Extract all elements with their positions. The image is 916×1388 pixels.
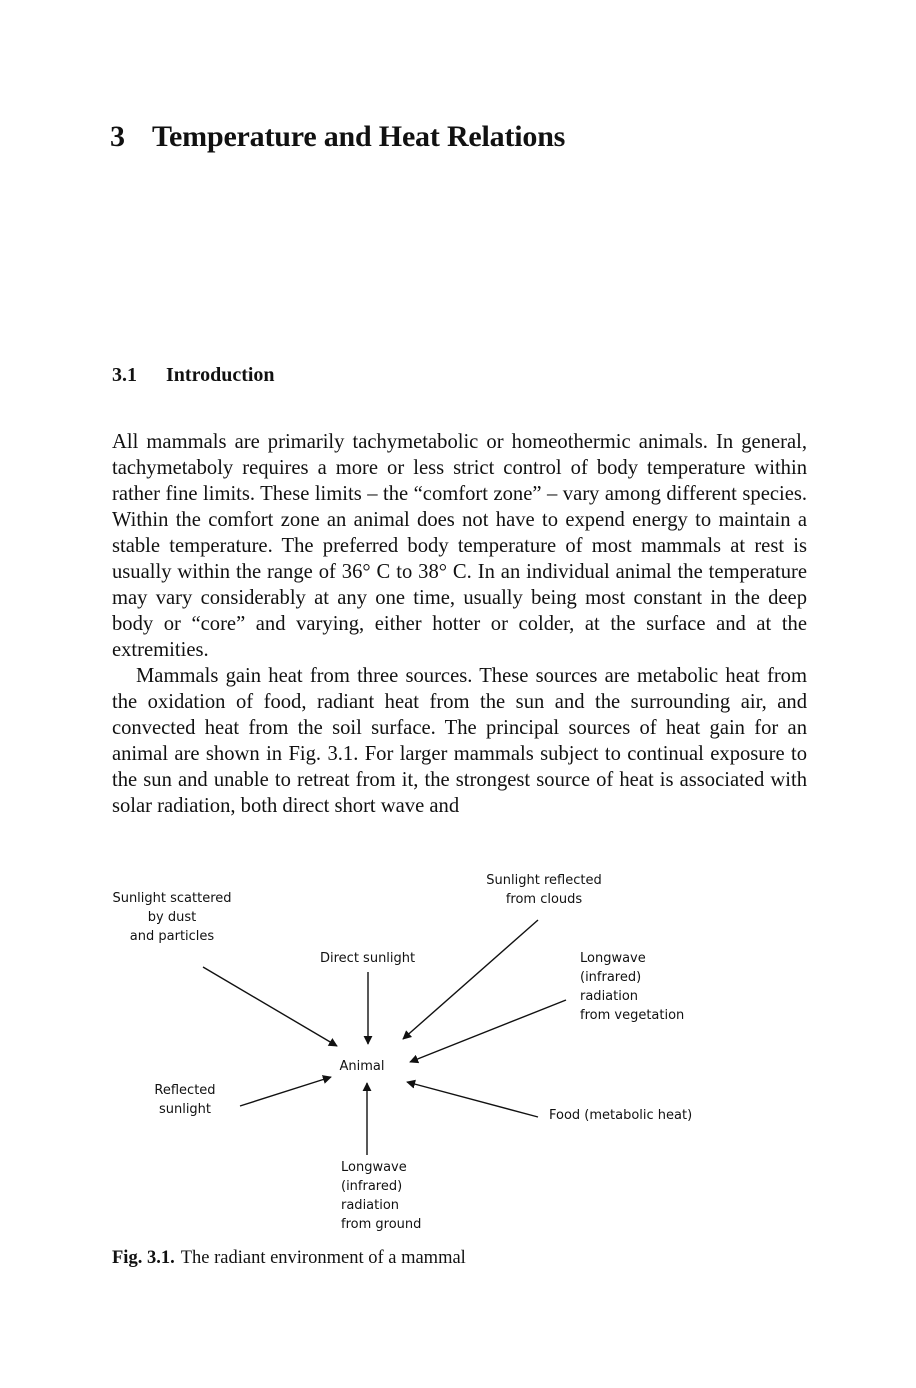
label-reflected-sunlight: Reflected sunlight [154, 1083, 216, 1117]
body-paragraph-1: All mammals are primarily tachymetabolic or homeothermic animals. In general, tachymetaboly requires a more or less strict control of body temperature within rather fine limits. These limits – the “comfort zone” – vary among different species. Within the comfort zone an animal does not have to expend energy to maintain a stable temperature. The preferred body temperature of most mammals at rest is usually within the range of 36° C to 38° C. In an individual animal the temperature may vary considerably at any one time, usually being most constant in the deep body or “core” and varying, either hotter or colder, at the surface and at the extremities. [112, 431, 807, 661]
arrow-reflected-sunlight [240, 1077, 331, 1106]
figure-caption-text: The radiant environment of a mammal [180, 1248, 466, 1268]
label-cloud-reflection: Sunlight reflected from clouds [486, 873, 602, 907]
figure-radiant-environment [0, 860, 916, 1240]
figure-caption-number: Fig. 3.1. [112, 1248, 175, 1268]
section-heading [112, 364, 275, 387]
label-scattered-sunlight: Sunlight scattered by dust and particles [112, 891, 232, 944]
chapter-number: 3 [110, 120, 125, 153]
section-title: Introduction [166, 364, 275, 386]
label-direct-sunlight: Direct sunlight [320, 951, 416, 966]
arrow-vegetation-longwave [410, 1000, 566, 1062]
label-vegetation-longwave: Longwave (infrared) radiation from vegetation [580, 951, 685, 1023]
label-animal: Animal [339, 1059, 385, 1074]
figure-caption [112, 1248, 466, 1269]
chapter-title-text: Temperature and Heat Relations [152, 120, 566, 153]
chapter-title [110, 120, 565, 154]
arrow-scattered-sunlight [203, 967, 337, 1046]
body-paragraph-2: Mammals gain heat from three sources. These sources are metabolic heat from the oxidation of food, radiant heat from the sun and the surrounding air, and convected heat from the soil surface. The principal sources of heat gain for an animal are shown in Fig. 3.1. For larger mammals subject to continual exposure to the sun and unable to retreat from it, the strongest source of heat is associated with solar radiation, both direct short wave and [112, 665, 807, 817]
arrow-food-metabolic [407, 1082, 538, 1117]
label-ground-longwave: Longwave (infrared) radiation from ground [341, 1160, 422, 1232]
label-food-metabolic: Food (metabolic heat) [549, 1108, 693, 1123]
section-number: 3.1 [112, 364, 137, 386]
arrow-cloud-reflection [403, 920, 538, 1039]
